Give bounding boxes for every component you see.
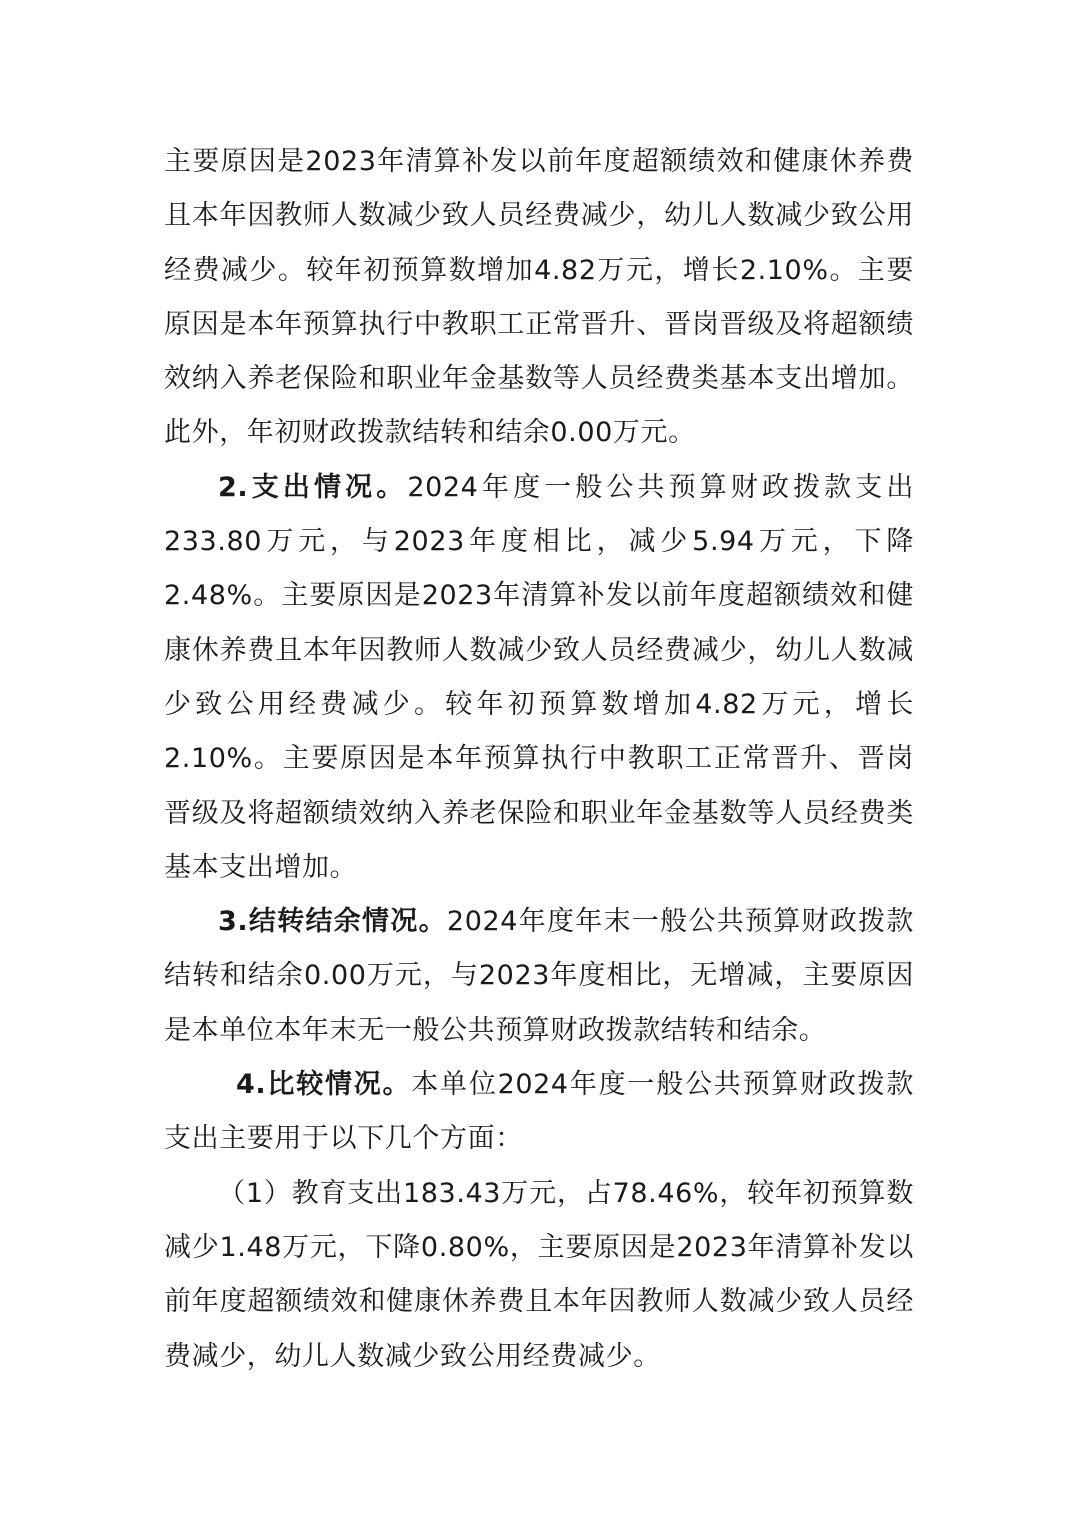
section-heading-carryover: 3.结转结余情况。	[218, 906, 447, 938]
paragraph-comparison-body: 本单位2024年度一般公共预算财政拨款支出主要用于以下几个方面：	[164, 1069, 914, 1155]
paragraph-expenditure-body: 2024年度一般公共预算财政拨款支出233.80万元，与2023年度相比，减少5.94万元，下降2.48%。主要原因是2023年清算补发以前年度超额绩效和健康休养费且本年因教师人数减少致人员经费减少，幼儿人数减少致公用经费减少。较年初预算数增加4.82万元，增长2.10%。主要原因是本年预算执行中教职工正常晋升、晋岗晋级及将超额绩效纳入养老保险和职业年金基数等人员经费类基本支出增加。	[164, 471, 915, 883]
paragraph-carryover-body: 2024年度年末一般公共预算财政拨款结转和结余0.00万元，与2023年度相比，无增减，主要原因是本单位本年末无一般公共预算财政拨款结转和结余。	[164, 906, 914, 1046]
paragraph-comparison	[164, 1058, 914, 1167]
paragraph-expenditure	[164, 461, 914, 895]
paragraph-carryover	[164, 895, 914, 1058]
body-text	[164, 135, 914, 1384]
section-heading-comparison: 4.比较情况。	[236, 1069, 412, 1101]
paragraph-continuation: 主要原因是2023年清算补发以前年度超额绩效和健康休养费且本年因教师人数减少致人员经费减少，幼儿人数减少致公用经费减少。较年初预算数增加4.82万元，增长2.10%。主要原因是本年预算执行中教职工正常晋升、晋岗晋级及将超额绩效纳入养老保险和职业年金基数等人员经费类基本支出增加。此外，年初财政拨款结转和结余0.00万元。	[164, 146, 914, 449]
paragraph-education-expense: （1）教育支出183.43万元，占78.46%，较年初预算数减少1.48万元，下降0.80%，主要原因是2023年清算补发以前年度超额绩效和健康休养费且本年因教师人数减少致人员经费减少，幼儿人数减少致公用经费减少。	[164, 1177, 914, 1372]
section-heading-expenditure: 2.支出情况。	[218, 471, 408, 503]
